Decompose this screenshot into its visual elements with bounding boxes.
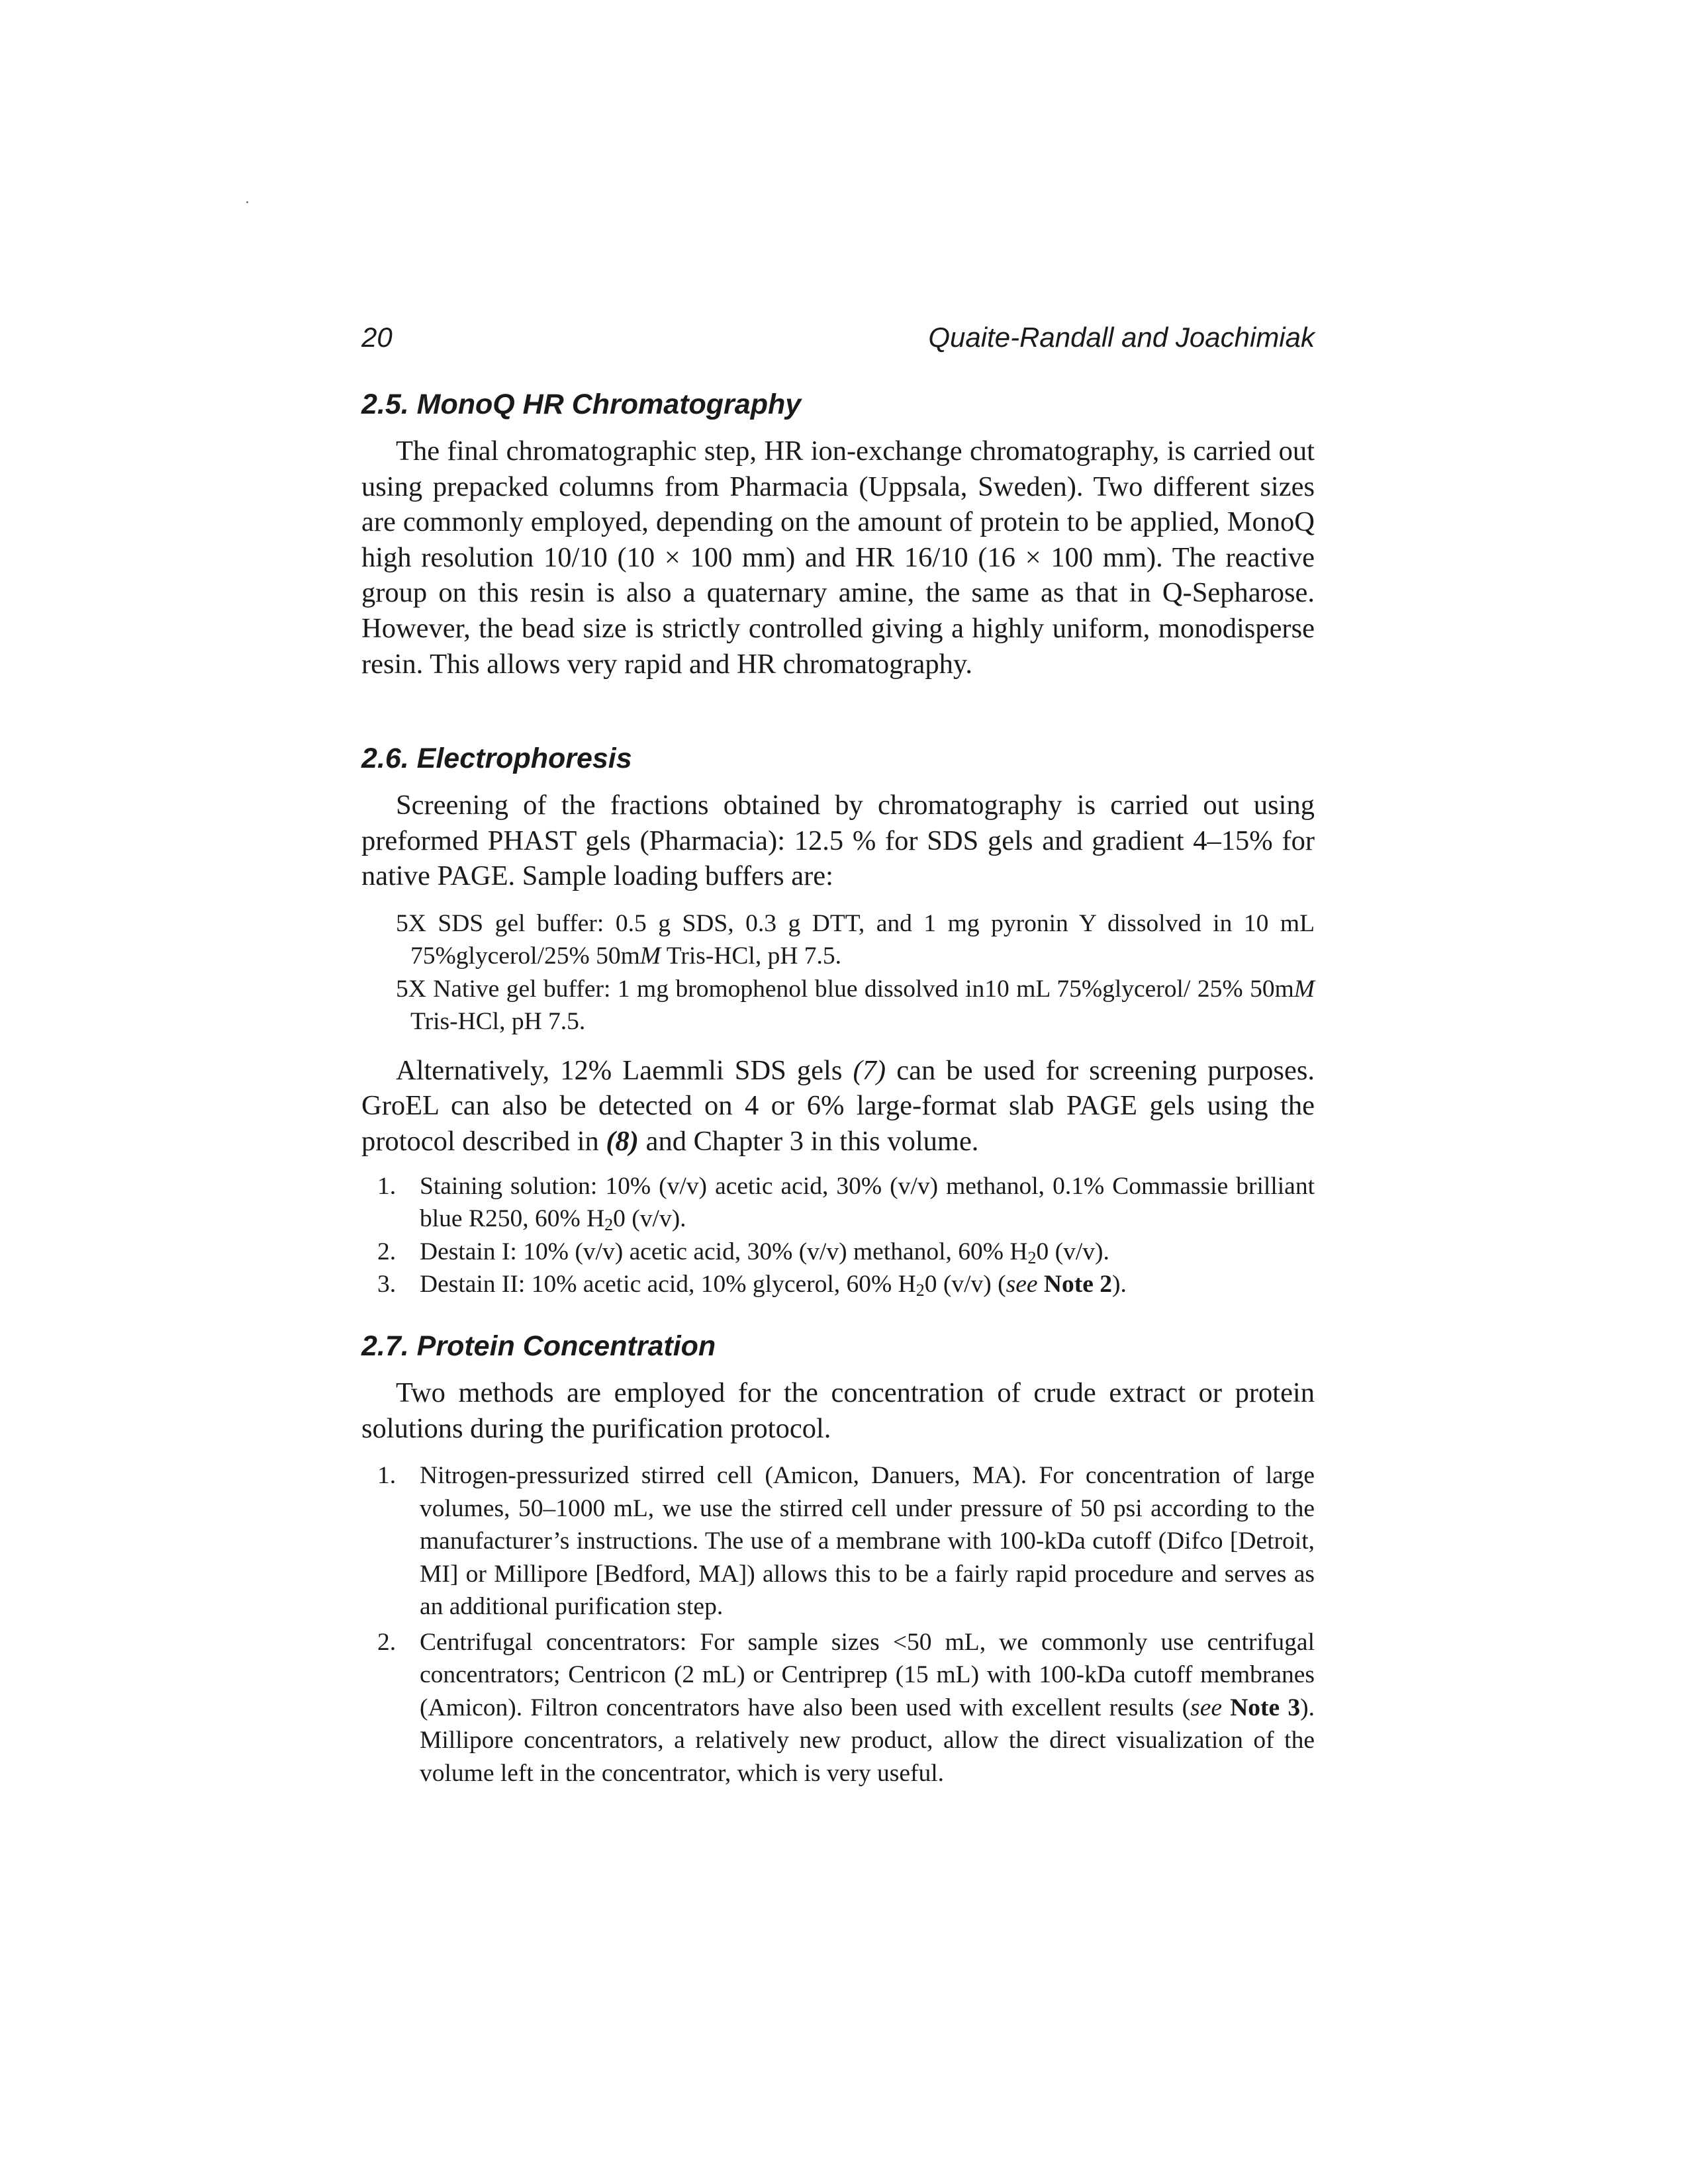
section-2-5 — [361, 387, 1315, 682]
list-item: 2. Centrifugal concentrators: For sample sizes <50 mL, we commonly use centrifugal concentrators; Centricon (2 mL) or Centriprep (15 mL) with 100-kDa cutoff membranes (Amicon). Filtron concentrators have also been used with excellent results (see Note 3). Millipore concentrators, a relatively new product, allow the direct visualization of the volume left in the concentrator, which is very useful. — [377, 1628, 1315, 1787]
scan-speck — [246, 201, 248, 203]
paragraph: The final chromatographic step, HR ion-exchange chromatography, is carried out using prepacked columns from Pharmacia (Uppsala, Sweden). Two different sizes are commonly employed, depending on the amount of protein to be applied, MonoQ high resolution 10/10 (10 × 100 mm) and HR 16/10 (16 × 100 mm). The reactive group on this resin is also a quaternary amine, the same as that in Q-Sepharose. However, the bead size is strictly controlled giving a highly uniform, monodisperse resin. This allows very rapid and HR chromatography. — [361, 435, 1315, 680]
paragraph: Two methods are employed for the concentration of crude extract or protein solutions during the purification protocol. — [361, 1377, 1315, 1444]
running-authors: Quaite-Randall and Joachimiak — [928, 322, 1315, 353]
list-item: 1. Nitrogen-pressurized stirred cell (Amicon, Danuers, MA). For concentration of large volumes, 50–1000 mL, we use the stirred cell under pressure of 50 psi according to the manufacturer’s instructions. The use of a membrane with 100-kDa cutoff (Difco [Detroit, MI] or Millipore [Bedford, MA]) allows this to be a fairly rapid procedure and serves as an additional purification step. — [377, 1462, 1315, 1621]
page — [361, 0, 1315, 2184]
list-item: 3. Destain II: 10% acetic acid, 10% glycerol, 60% $H_20$ (v/v) (see Note 2). — [377, 1271, 1127, 1300]
paragraph: Alternatively, 12% Laemmli SDS gels (7) can be used for screening purposes. GroEL can also be detected on 4 or 6% large-format slab PAGE gels using the protocol described in (8) and Chapter 3 in this volume. — [361, 1054, 1315, 1157]
staining-steps — [361, 1170, 1315, 1301]
section-heading: 2.7. Protein Concentration — [361, 1330, 716, 1362]
list-item: 1. Staining solution: 10% (v/v) acetic acid, 30% (v/v) methanol, 0.1% Commassie brilliant blue R250, 60% $H_20$ (v/v). — [377, 1172, 1315, 1235]
section-2-7 — [361, 1329, 1315, 1790]
section-heading: 2.5. MonoQ HR Chromatography — [361, 388, 802, 420]
section-2-6 — [361, 741, 1315, 1301]
note-ref: Note 3 — [1222, 1694, 1301, 1721]
list-item: 2. Destain I: 10% (v/v) acetic acid, 30% (v/v) methanol, 60% $H_20$ (v/v). — [377, 1238, 1109, 1267]
section-heading: 2.6. Electrophoresis — [361, 743, 632, 774]
paragraph: Screening of the fractions obtained by chromatography is carried out using preformed PHAST gels (Pharmacia): 12.5 % for SDS gels and gradient 4–15% for native PAGE. Sample loading buffers are: — [361, 790, 1315, 892]
buffer-list — [361, 907, 1315, 1038]
concentration-methods — [361, 1459, 1315, 1790]
note-ref: Note 2 — [1037, 1271, 1112, 1298]
page-number: 20 — [361, 322, 393, 353]
buffer-item: 5X Native gel buffer: 1 mg bromophenol blue dissolved in10 mL 75%glycerol/ 25% 50mM Tris-HCl, pH 7.5. — [396, 975, 1315, 1036]
citation-ref: (7) — [853, 1054, 886, 1086]
buffer-item: 5X SDS gel buffer: 0.5 g SDS, 0.3 g DTT, and 1 mg pyronin Y dissolved in 10 mL 75%glycerol/25% 50mM Tris-HCl, pH 7.5. — [396, 909, 1315, 970]
citation-ref: (8) — [606, 1125, 639, 1157]
